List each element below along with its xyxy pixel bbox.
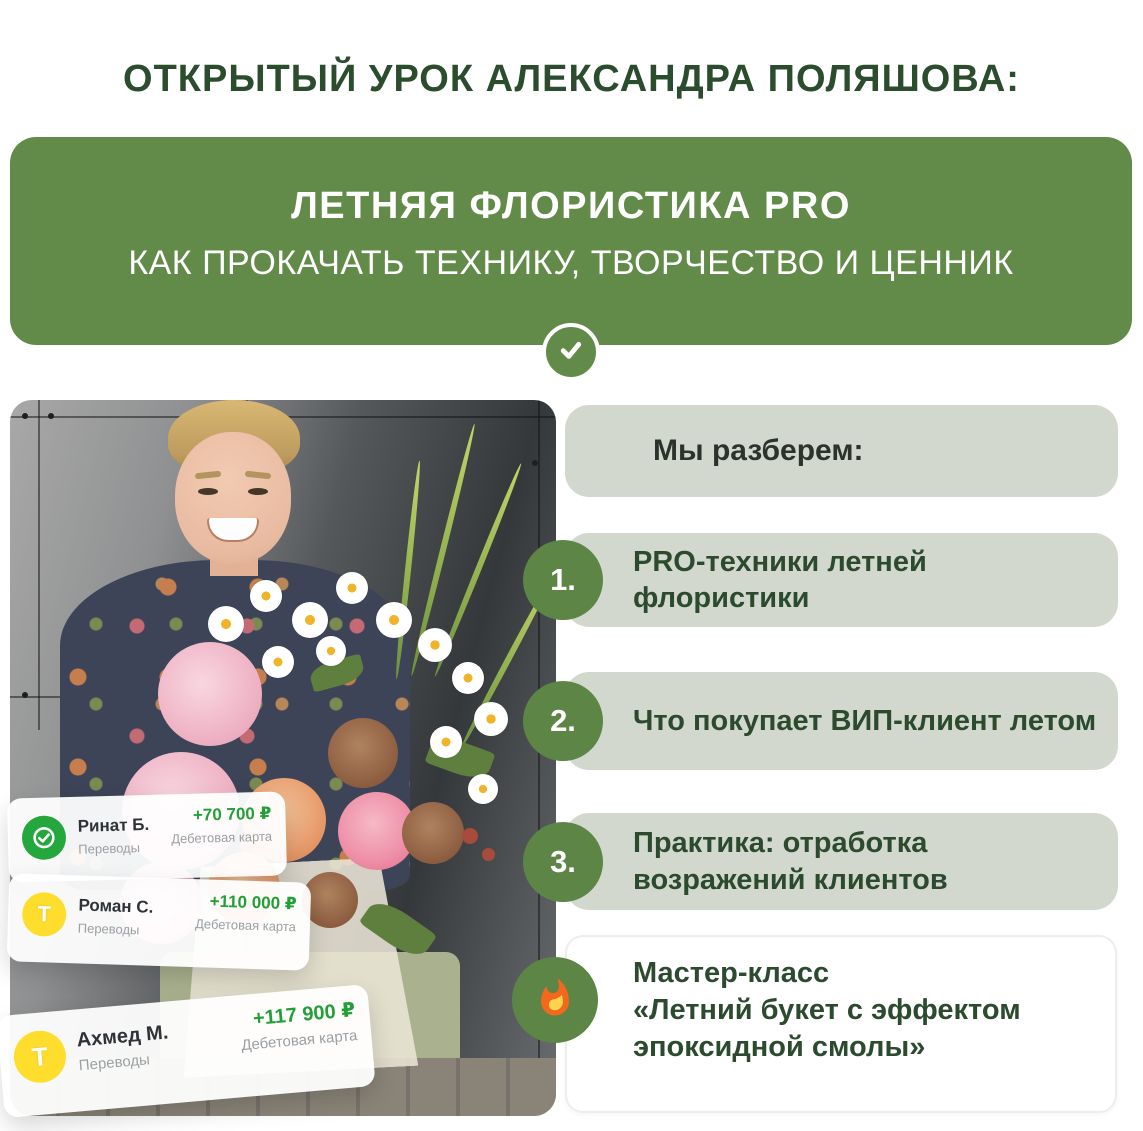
berry <box>462 828 478 844</box>
check-badge <box>542 323 600 381</box>
seedhead-flower <box>328 718 398 788</box>
t-bank-letter: Т <box>30 1040 50 1072</box>
agenda-header-label: Мы разберем: <box>653 434 864 467</box>
payment-notification <box>7 873 312 970</box>
wall-bolt <box>22 692 28 698</box>
wall-seam <box>38 400 40 730</box>
t-bank-icon <box>12 1029 68 1085</box>
daisy-flower <box>452 662 484 694</box>
agenda-item-text: Практика: отработка возражений клиентов <box>633 827 948 896</box>
wall-bolt <box>532 460 538 466</box>
daisy-flower <box>250 580 282 612</box>
payment-card-type: Дебетовая карта <box>240 1027 359 1055</box>
agenda-item-text: PRO-техники летней флористики <box>633 545 927 614</box>
fire-icon <box>534 977 576 1024</box>
hero-banner <box>10 137 1132 345</box>
payment-amount: +70 700 ₽ <box>192 803 272 825</box>
masterclass-subtitle: «Летний букет с эффектом эпоксидной смолы» <box>633 994 1021 1064</box>
seedhead-flower <box>402 802 464 864</box>
agenda-number-badge-2 <box>523 681 603 761</box>
daisy-flower <box>316 636 346 666</box>
page-title: ОТКРЫТЫЙ УРОК АЛЕКСАНДРА ПОЛЯШОВА: <box>123 58 1020 100</box>
payment-category: Переводы <box>78 840 141 857</box>
agenda-number: 2. <box>550 703 576 738</box>
peony-flower <box>158 642 262 746</box>
payer-name: Ринат Б. <box>77 814 150 836</box>
daisy-flower <box>208 606 244 642</box>
payment-category: Переводы <box>78 1051 151 1075</box>
agenda-item-1 <box>565 533 1118 627</box>
daisy-flower <box>292 602 328 638</box>
hero-title: ЛЕТНЯЯ ФЛОРИСТИКА PRO <box>291 185 851 227</box>
payment-amount: +117 900 ₽ <box>252 999 357 1030</box>
sber-bank-icon <box>21 815 66 860</box>
payer-name: Роман С. <box>78 895 154 917</box>
t-bank-icon <box>22 892 67 937</box>
wall-bolt <box>48 413 54 419</box>
payment-category: Переводы <box>77 920 140 938</box>
agenda-item-2 <box>565 672 1118 770</box>
berry <box>482 848 495 861</box>
hero-subtitle: КАК ПРОКАЧАТЬ ТЕХНИКУ, ТВОРЧЕСТВО И ЦЕННИК <box>128 244 1014 282</box>
person-eye <box>198 488 218 495</box>
daisy-flower <box>474 702 508 736</box>
daisy-flower <box>262 646 294 678</box>
agenda-item-3 <box>565 813 1118 910</box>
agenda-number-badge-3 <box>523 822 603 902</box>
masterclass-title: Мастер-класс <box>633 957 830 989</box>
daisy-flower <box>430 726 462 758</box>
payment-amount: +110 000 ₽ <box>209 891 297 914</box>
payment-card-type: Дебетовая карта <box>171 828 273 847</box>
check-icon <box>554 333 588 372</box>
payment-card-type: Дебетовая карта <box>194 916 297 935</box>
agenda-header <box>565 405 1118 497</box>
payment-notification <box>7 791 287 882</box>
agenda-number: 3. <box>550 844 576 879</box>
agenda-number: 1. <box>550 562 576 597</box>
agenda-number-badge-1 <box>523 540 603 620</box>
daisy-flower <box>418 628 452 662</box>
agenda-item-text: Что покупает ВИП-клиент летом <box>633 704 1097 737</box>
daisy-flower <box>376 602 412 638</box>
payer-name: Ахмед М. <box>75 1021 170 1052</box>
t-bank-letter: Т <box>37 901 52 927</box>
masterclass-text <box>633 955 1093 1066</box>
daisy-flower <box>336 572 368 604</box>
person-eye <box>248 488 268 495</box>
fire-badge <box>512 957 598 1043</box>
wall-bolt <box>22 413 28 419</box>
daisy-flower <box>468 774 498 804</box>
person-face <box>175 432 291 564</box>
